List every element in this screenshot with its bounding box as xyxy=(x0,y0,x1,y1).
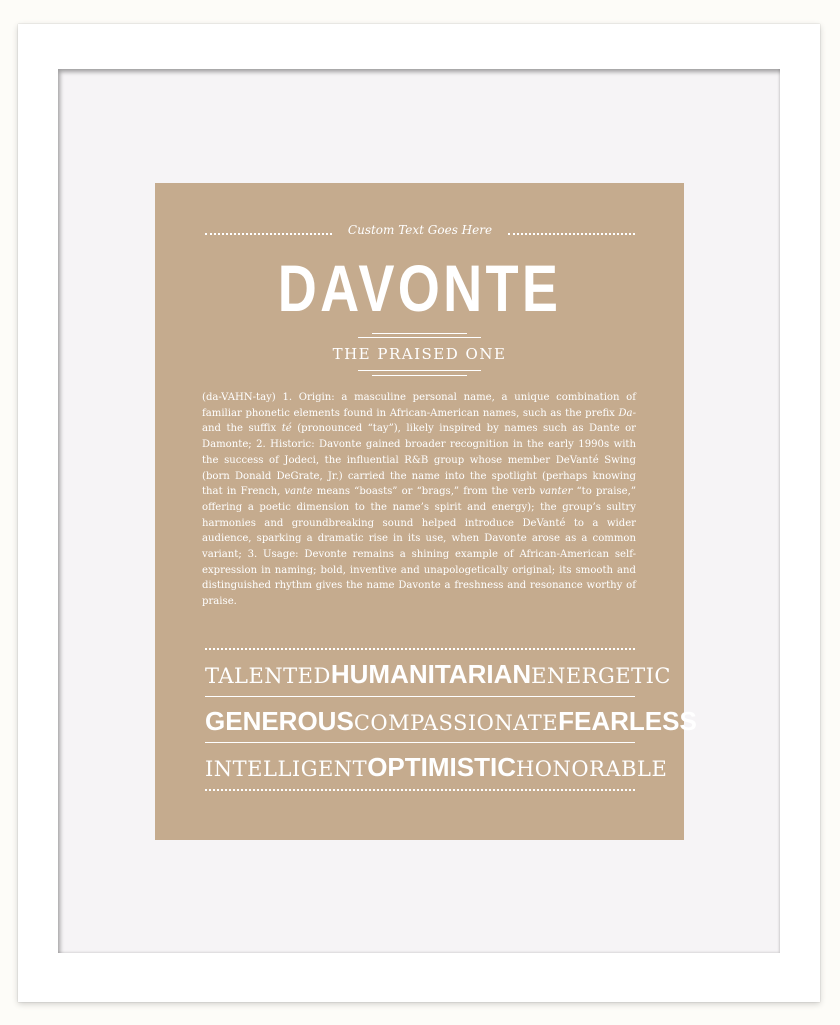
name-definition: (da-VAHN-tay) 1. Origin: a masculine personal name, a unique combination of familiar phonetic elements found in African-American names, such as the prefix Da- and the suffix té (pronounced “tay”), likely inspired by names such as Dante or Damonte; 2. Historic: Davonte gained broader recognition in the early 1990s with the success of Jodeci, the influential R&B group whose member DeVanté Swing (born Donald DeGrate, Jr.) carried the name into the spotlight (perhaps knowing that in French, vante means “boasts” or “brags,” from the verb vanter “to praise,” offering a poetic dimension to the name’s spirit and energy); the group’s sultry harmonies and groundbreaking sound helped introduce DeVanté to a wider audience, sparking a dramatic rise in its use, when Davonte arose as a common variant; 3. Usage: Devonte remains a shining example of African-American self-expression in naming; bold, inventive and unapologetically original; its smooth and distinguished rhythm gives the name Davonte a freshness and resonance worthy of praise. xyxy=(202,392,636,608)
trait-word: HUMANITARIAN xyxy=(330,659,532,689)
rule-above-meaning-2 xyxy=(358,337,481,338)
trait-word: COMPASSIONATE xyxy=(353,711,559,735)
dotted-divider-traits-bottom xyxy=(205,789,635,791)
trait-word: GENEROUS xyxy=(205,706,354,736)
trait-word: INTELLIGENT xyxy=(205,757,368,781)
trait-divider-1 xyxy=(205,696,635,697)
rule-below-meaning-2 xyxy=(372,375,467,376)
trait-word: ENERGETIC xyxy=(531,664,671,688)
trait-divider-2 xyxy=(205,742,635,743)
dotted-divider-traits-top xyxy=(205,648,635,650)
name-print xyxy=(155,183,697,840)
trait-word: FEARLESS xyxy=(558,706,697,736)
trait-row-3 xyxy=(205,750,668,786)
name-meaning: THE PRAISED ONE xyxy=(332,345,507,363)
rule-above-meaning xyxy=(372,333,467,334)
dotted-divider-right xyxy=(508,233,635,235)
rule-below-meaning xyxy=(358,370,481,371)
trait-row-2 xyxy=(205,704,697,740)
mat-board xyxy=(58,69,780,953)
custom-text: Custom Text Goes Here xyxy=(347,223,493,237)
trait-word: OPTIMISTIC xyxy=(367,752,516,782)
name-title: DAVONTE xyxy=(277,251,562,325)
trait-row-1 xyxy=(205,657,671,693)
trait-word: HONORABLE xyxy=(515,757,668,781)
custom-text-row xyxy=(205,223,635,243)
picture-frame xyxy=(18,24,820,1002)
trait-word: TALENTED xyxy=(205,664,331,688)
dotted-divider-left xyxy=(205,233,332,235)
